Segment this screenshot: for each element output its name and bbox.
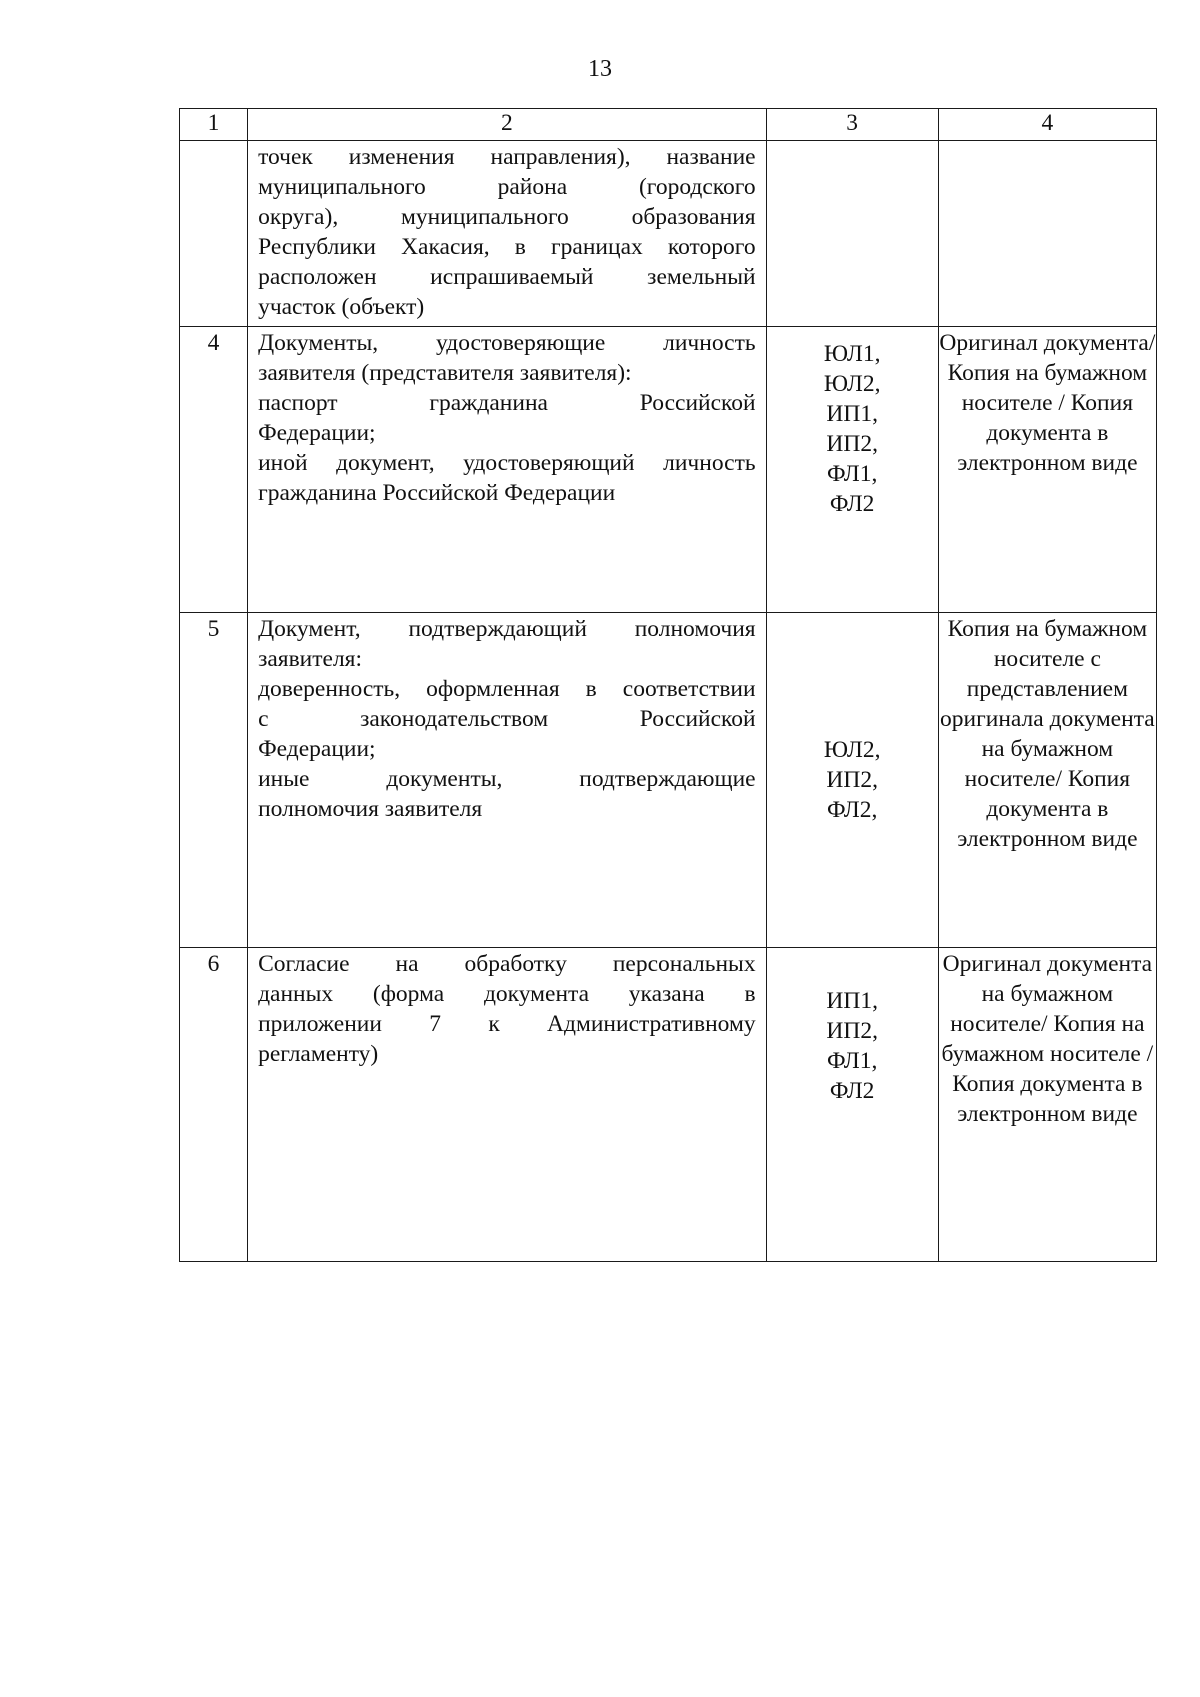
document-form xyxy=(938,141,1156,327)
document-form: Оригинал документа на бумажном носителе/ Копия на бумажном носителе / Копия документа в электронном виде xyxy=(938,948,1156,1262)
applicant-code: ИП2, xyxy=(826,1018,878,1044)
document-description xyxy=(248,613,767,948)
page-number: 13 xyxy=(588,56,612,82)
applicant-code: ФЛ1, xyxy=(826,1048,878,1074)
table-row xyxy=(180,327,1157,613)
table-row xyxy=(180,141,1157,327)
description-line: данных (форма документа указана в xyxy=(258,981,756,1007)
description-line: расположен испрашиваемый земельный xyxy=(258,264,756,290)
description-line: заявителя: xyxy=(258,646,363,672)
row-number: 5 xyxy=(180,613,248,948)
description-line: точек изменения направления), название xyxy=(258,144,756,170)
applicant-code: ЮЛ2, xyxy=(823,371,881,397)
applicant-code: ФЛ2 xyxy=(829,1078,875,1104)
header-cell-4: 4 xyxy=(938,109,1156,141)
description-line: муниципального района (городского xyxy=(258,174,756,200)
table-row xyxy=(180,948,1157,1262)
row-number: 6 xyxy=(180,948,248,1262)
description-line: Согласие на обработку персональных xyxy=(258,951,756,977)
header-cell-2: 2 xyxy=(248,109,767,141)
description-line: Документы, удостоверяющие личность xyxy=(258,330,756,356)
header-cell-3: 3 xyxy=(766,109,938,141)
applicant-code: ИП1, xyxy=(826,988,878,1014)
documents-table xyxy=(179,108,1157,1262)
document-description xyxy=(248,141,767,327)
document-description xyxy=(248,327,767,613)
description-line: паспорт гражданина Российской xyxy=(258,390,756,416)
applicant-code: ФЛ2, xyxy=(826,797,878,823)
applicant-codes xyxy=(766,327,938,613)
description-line: регламенту) xyxy=(258,1041,379,1067)
description-line: полномочия заявителя xyxy=(258,796,483,822)
applicant-codes xyxy=(766,613,938,948)
description-line: иные документы, подтверждающие xyxy=(258,766,756,792)
description-line: участок (объект) xyxy=(258,294,425,320)
applicant-codes xyxy=(766,141,938,327)
description-line: иной документ, удостоверяющий личность xyxy=(258,450,756,476)
applicant-code: ЮЛ1, xyxy=(823,341,881,367)
description-line: Республики Хакасия, в границах которого xyxy=(258,234,756,260)
description-line: заявителя (представителя заявителя): xyxy=(258,360,632,386)
header-cell-1: 1 xyxy=(180,109,248,141)
description-line: гражданина Российской Федерации xyxy=(258,480,616,506)
row-number: 4 xyxy=(180,327,248,613)
table-row xyxy=(180,613,1157,948)
applicant-code: ИП2, xyxy=(826,431,878,457)
row-number xyxy=(180,141,248,327)
description-line: Федерации; xyxy=(258,736,376,762)
applicant-code: ФЛ2 xyxy=(829,491,875,517)
applicant-codes xyxy=(766,948,938,1262)
applicant-code: ЮЛ2, xyxy=(823,737,881,763)
description-line: Федерации; xyxy=(258,420,376,446)
description-line: приложении 7 к Административному xyxy=(258,1011,756,1037)
description-line: округа), муниципального образования xyxy=(258,204,756,230)
applicant-code: ФЛ1, xyxy=(826,461,878,487)
applicant-code: ИП2, xyxy=(826,767,878,793)
table-header-row xyxy=(180,109,1157,141)
applicant-code: ИП1, xyxy=(826,401,878,427)
description-line: с законодательством Российской xyxy=(258,706,756,732)
description-line: Документ, подтверждающий полномочия xyxy=(258,616,756,642)
description-line: доверенность, оформленная в соответствии xyxy=(258,676,756,702)
document-form: Оригинал документа/ Копия на бумажном носителе / Копия документа в электронном виде xyxy=(938,327,1156,613)
document-form: Копия на бумажном носителе с представлением оригинала документа на бумажном носителе/ Копия документа в электронном виде xyxy=(938,613,1156,948)
document-description xyxy=(248,948,767,1262)
